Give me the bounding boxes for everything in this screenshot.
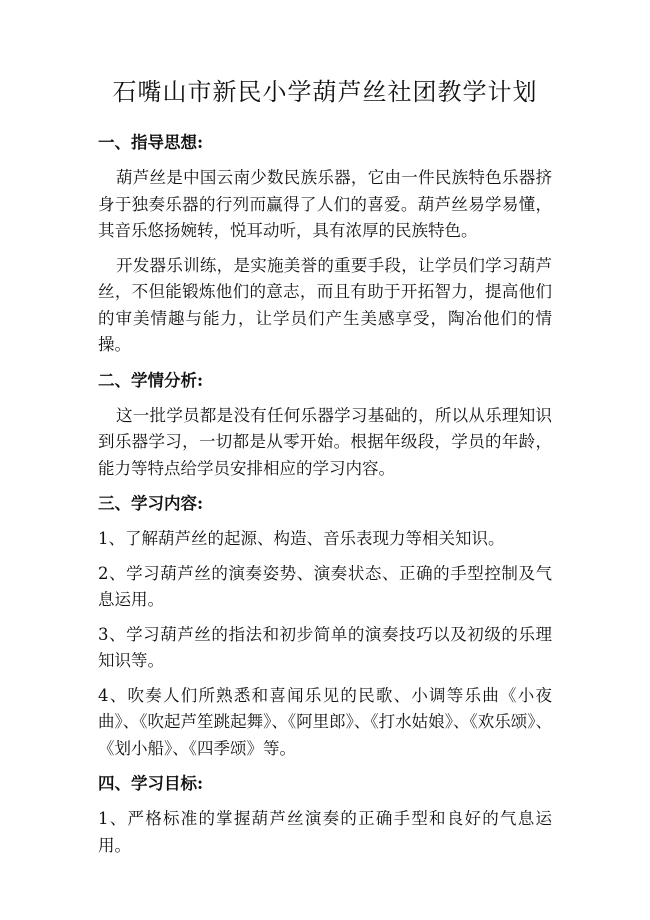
list-item: 3、学习葫芦丝的指法和初步简单的演奏技巧以及初级的乐理知识等。 <box>98 624 552 670</box>
paragraph: 葫芦丝是中国云南少数民族乐器，它由一件民族特色乐器挤身于独奏乐器的行列而赢得了人们的喜爱。葫芦丝易学易懂，其音乐悠扬婉转，悦耳动听，具有浓厚的民族特色。 <box>98 168 552 240</box>
section-learning-goals <box>98 770 552 859</box>
section-heading: 二、学情分析: <box>98 370 204 390</box>
section-learning-analysis <box>98 367 552 483</box>
section-heading: 一、指导思想: <box>98 133 204 152</box>
list-item: 2、学习葫芦丝的演奏姿势、演奏状态、正确的手型控制及气息运用。 <box>98 563 552 609</box>
section-heading: 三、学习内容: <box>98 494 204 513</box>
list-item: 1、了解葫芦丝的起源、构造、音乐表现力等相关知识。 <box>98 529 505 548</box>
paragraph: 这一批学员都是没有任何乐器学习基础的，所以从乐理知识到乐器学习，一切都是从零开始。根据年级段，学员的年龄，能力等特点给学员安排相应的学习内容。 <box>98 405 552 478</box>
list-item: 4、吹奏人们所熟悉和喜闻乐见的民歌、小调等乐曲《小夜曲》、《吹起芦笙跳起舞》、《阿里郎》、《打水姑娘》、《欢乐颂》、《划小船》、《四季颂》等。 <box>98 685 552 758</box>
section-guiding-ideology <box>98 129 552 359</box>
section-learning-content <box>98 490 552 762</box>
list-item: 1、严格标准的掌握葫芦丝演奏的正确手型和良好的气息运用。 <box>98 809 552 855</box>
section-heading: 四、学习目标: <box>98 774 204 793</box>
paragraph: 开发器乐训练，是实施美誉的重要手段，让学员们学习葫芦丝，不但能锻炼他们的意志，而且有助于开拓智力，提高他们的审美情趣与能力，让学员们产生美感享受，陶冶他们的情操。 <box>98 255 552 354</box>
document-title: 石嘴山市新民小学葫芦丝社团教学计划 <box>112 78 538 106</box>
